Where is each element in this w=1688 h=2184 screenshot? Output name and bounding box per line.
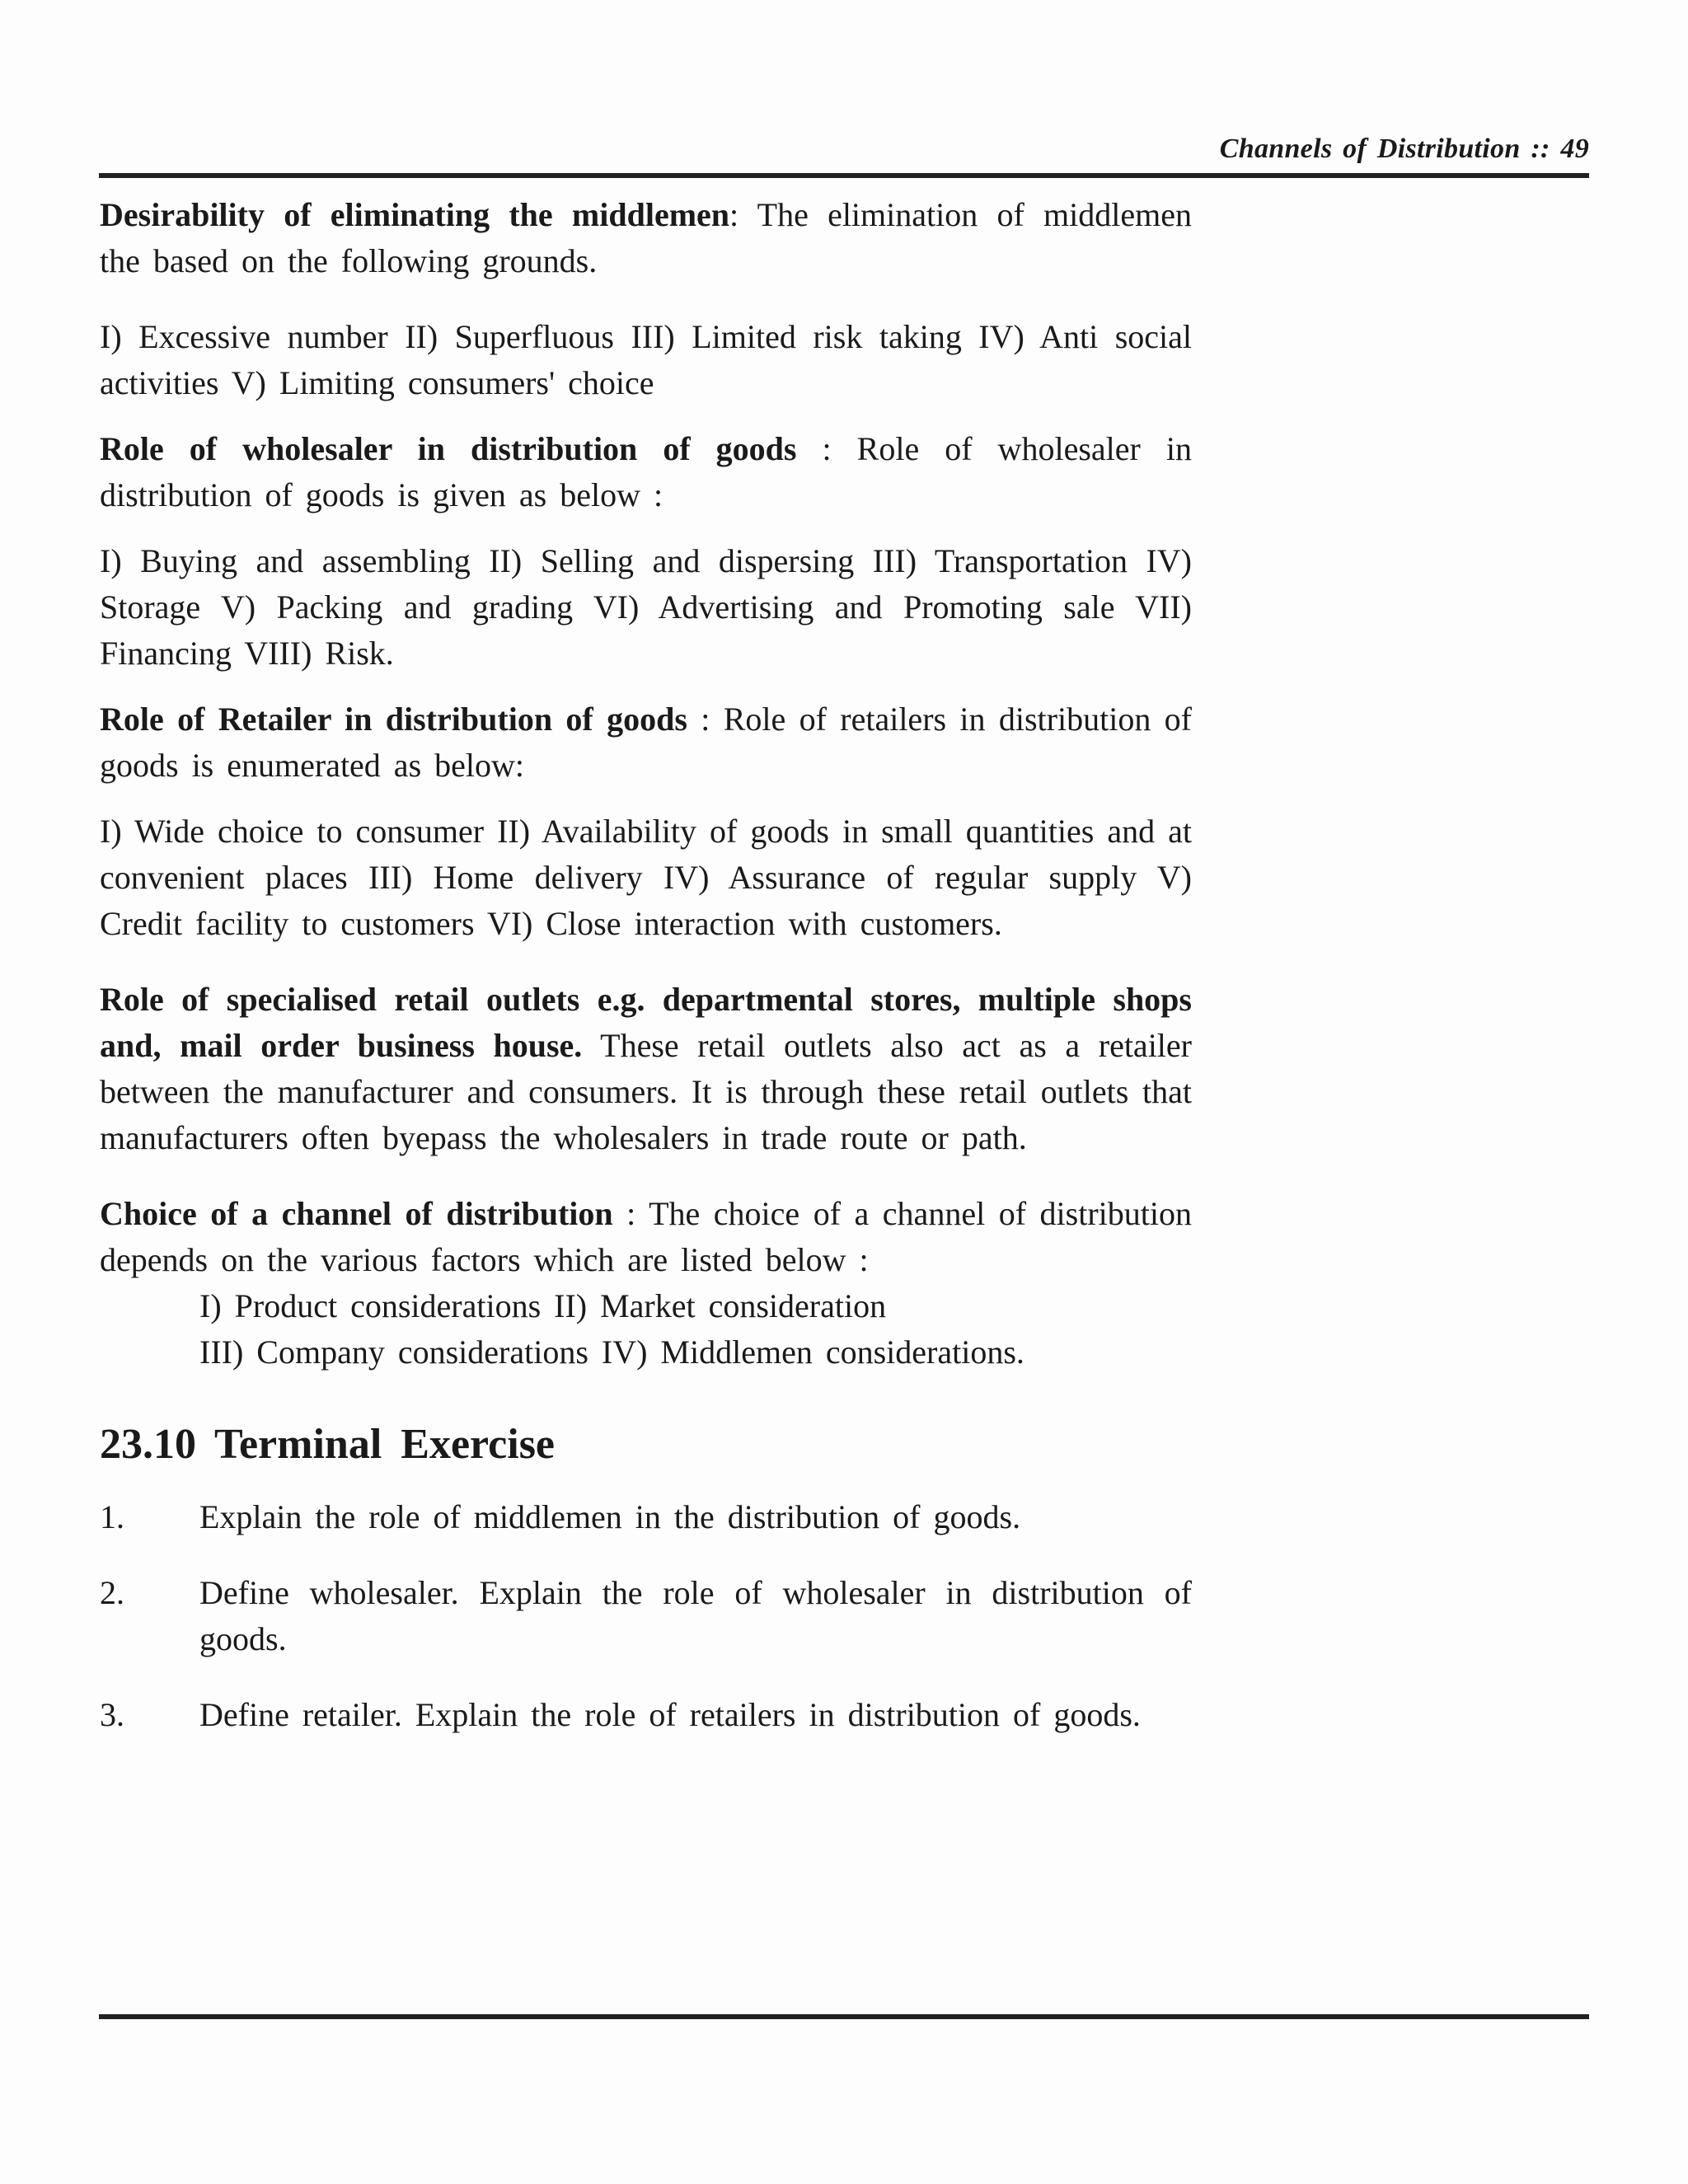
- retailer-role-heading: Role of Retailer in distribution of goods: [100, 701, 687, 738]
- exercise-list: [100, 1494, 1192, 1738]
- desirability-paragraph: [100, 192, 1192, 284]
- exercise-text: Define retailer. Explain the role of retailers in distribution of goods.: [199, 1696, 1141, 1733]
- specialised-outlets-text: These retail outlets also act as a retailer between the manufacturer and consumers. It is through these retail outlets that manufacturers often byepass the wholesalers in trade route or path.: [100, 1027, 1192, 1156]
- retailer-role-text: : Role of retailers in distribution of goods is enumerated as below:: [100, 701, 1192, 784]
- exercise-number: 2.: [100, 1574, 124, 1611]
- retailer-list: I) Wide choice to consumer II) Availability of goods in small quantities and at convenient places III) Home delivery IV) Assurance of regular supply V) Credit facility to customers VI) Close interaction with customers.: [100, 813, 1192, 942]
- exercise-item: [100, 1494, 1192, 1540]
- desirability-text: : The elimination of middlemen the based on the following grounds.: [100, 196, 1192, 279]
- exercise-item: [100, 1570, 1192, 1662]
- wholesaler-list: I) Buying and assembling II) Selling and dispersing III) Transportation IV) Storage V) Packing and grading VI) Advertising and Promoting sale VII) Financing VIII) Risk.: [100, 542, 1192, 672]
- desirability-heading: Desirability of eliminating the middlemen: [100, 196, 730, 233]
- header-rule: [99, 173, 1589, 178]
- specialised-outlets-paragraph: [100, 977, 1192, 1161]
- wholesaler-role-heading: Role of wholesaler in distribution of goods: [100, 430, 797, 467]
- exercise-item: [100, 1692, 1192, 1738]
- channel-choice-heading: Choice of a channel of distribution: [100, 1195, 613, 1232]
- desirability-list: I) Excessive number II) Superfluous III) Limited risk taking IV) Anti social activities V) Limiting consumers' choice: [100, 318, 1192, 401]
- section-heading: 23.10 Terminal Exercise: [100, 1421, 556, 1468]
- exercise-text: Define wholesaler. Explain the role of wholesaler in distribution of goods.: [199, 1574, 1192, 1657]
- specialised-outlets-heading: Role of specialised retail outlets e.g. departmental stores, multiple shops and, mail order business house.: [100, 981, 1192, 1064]
- wholesaler-role-paragraph: [100, 426, 1192, 518]
- footer-rule: [99, 2014, 1589, 2019]
- running-header: Channels of Distribution :: 49: [1219, 134, 1589, 164]
- exercise-number: 3.: [100, 1696, 124, 1733]
- channel-choice-paragraph: [100, 1191, 1192, 1283]
- retailer-role-paragraph: [100, 696, 1192, 789]
- page-content: [100, 192, 1192, 1738]
- channel-choice-text: : The choice of a channel of distribution depends on the various factors which are listed below :: [100, 1195, 1192, 1278]
- channel-factors-line-1: I) Product considerations II) Market consideration: [199, 1287, 887, 1324]
- channel-factors-line-2: III) Company considerations IV) Middlemen considerations.: [199, 1333, 1025, 1371]
- exercise-number: 1.: [100, 1498, 124, 1535]
- wholesaler-role-text: : Role of wholesaler in distribution of goods is given as below :: [100, 430, 1192, 513]
- exercise-text: Explain the role of middlemen in the distribution of goods.: [199, 1498, 1021, 1535]
